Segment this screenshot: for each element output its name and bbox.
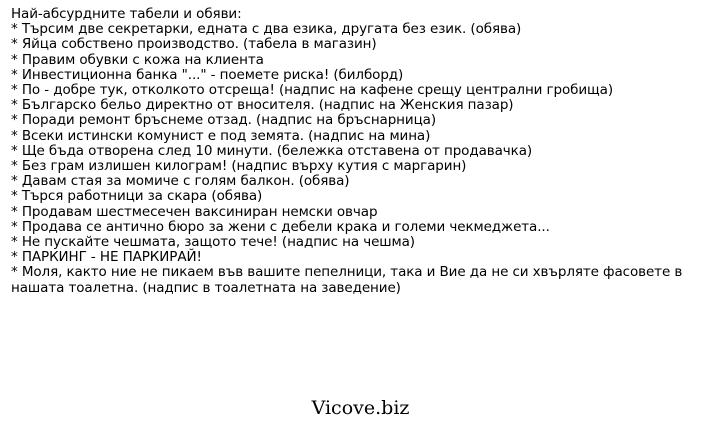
list-item: * Ще бъда отворена след 10 минути. (бележка отставена от продавачка): [11, 142, 533, 159]
list-item: * Поради ремонт бръснеме отзад. (надпис на бръснарница): [11, 112, 437, 129]
list-item: * Продава се антично бюро за жени с дебели крака и големи чекмеджета...: [11, 218, 550, 235]
list-item: * Българско бельо директно от вносителя. (надпис на Женския пазар): [11, 97, 514, 114]
list-heading: Най-абсурдните табели и обяви:: [11, 6, 242, 22]
list-item: * Яйца собствено производство. (табела в магазин): [11, 36, 377, 53]
list-item: * Правим обувки с кожа на клиента: [11, 51, 264, 68]
list-item: * Продавам шестмесечен ваксиниран немски овчар: [11, 203, 378, 220]
site-watermark: Vicove.biz: [311, 397, 410, 419]
list-item: * Моля, както ние не пикаем във вашите пепелници, така и Вие да не си хвърляте фасовете в нашата тоалетна. (надпис в тоалетната на заведение): [11, 264, 687, 296]
list-item: * Давам стая за момиче с голям балкон. (обява): [11, 173, 350, 190]
list-item: * Инвестиционна банка "..." - поемете риска! (билборд): [11, 66, 404, 83]
list-item: * Не пускайте чешмата, защото тече! (надпис на чешма): [11, 234, 415, 251]
list-item: * ПАРКИНГ - НЕ ПАРКИРАЙ!: [11, 249, 202, 266]
signs-list: [11, 7, 711, 296]
list-item: * Всеки истински комунист е под земята. (надпис на мина): [11, 127, 431, 144]
list-item: * Търсим две секретарки, едната с два езика, другата без език. (обява): [11, 21, 522, 38]
list-item: * Търся работници за скара (обява): [11, 188, 263, 205]
list-item: * Без грам излишен килограм! (надпис върху кутия с маргарин): [11, 158, 467, 175]
list-item: * По - добре тук, отколкото отсреща! (надпис на кафене срещу централни гробища): [11, 82, 614, 99]
